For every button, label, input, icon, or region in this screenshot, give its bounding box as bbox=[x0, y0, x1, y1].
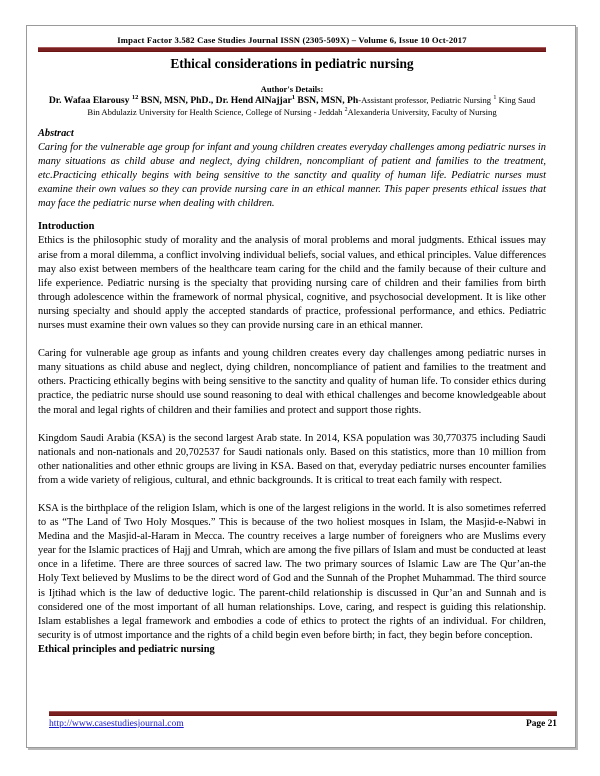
ethical-principles-heading: Ethical principles and pediatric nursing bbox=[38, 643, 215, 655]
author-role: -Assistant professor, Pediatric Nursing bbox=[358, 95, 494, 105]
introduction-paragraph-4: KSA is the birthplace of the religion Islam, which is one of the largest religions in the world. It is also sometimes referred to as “The Land of Two Holy Mosques.” This is because of the two holiest mosques in Islam, the Masjid-e-Nabwi in Medina and the Masjid-al-Haram in Mecca. The country receives a large number of foreigners who are Muslims every year for the Islamic practices of Hajj and Umrah, which are among the five pillars of Islam and must be conducted at least once in a lifetime. There are three sources of sacred law. The two primary sources of Islamic Law are The Qur’an-the Holy Text believed by Muslims to be the direct word of God and the Sunnah of the Prophet Muhammad. The third source is Ijtihad which is the law of deductive logic. The parent-child relationship is discussed in Qur’an and Sunnah and is considered one of the most important of all human relationships. Love, caring, and respect is guiding this relationship. Islam establishes a legal framework and embodies a code of ethics to protect the rights of an individual. For children, security is of utmost importance and the rights of a child begin even before birth; in fact, they begin before conception. bbox=[38, 502, 546, 641]
authors-heading: Author's Details: bbox=[260, 84, 324, 94]
document-page bbox=[26, 25, 576, 748]
page-number: Page 21 bbox=[526, 719, 557, 729]
running-head: Impact Factor 3.582 Case Studies Journal ISSN (2305-509X) – Volume 6, Issue 10 Oct-2017 bbox=[117, 35, 467, 45]
page-title: Ethical considerations in pediatric nursing bbox=[170, 56, 414, 71]
author-affil-marker-12: 12 bbox=[131, 93, 139, 101]
introduction-paragraph-2: Caring for vulnerable age group as infants and young children creates every day challenges among pediatric nurses in many situations as child abuse and neglect, dying children, noncompliance of patient and families to the treatment and others. Practicing ethically begins with being sensitive to the sanctity and quality of human life. To consider ethics during practice, the pediatric nurse should use sound reasoning to deal with ethical challenges and become knowledgeable about the moral and legal rights of children and their families and protect and support those rights. bbox=[38, 348, 546, 416]
authors-line-2 bbox=[38, 107, 546, 119]
authors-line-1 bbox=[38, 95, 546, 107]
affiliation-1: Bin Abdulaziz University for Health Science, College of Nursing - Jeddah bbox=[87, 106, 345, 117]
header-rule bbox=[38, 47, 546, 52]
page-content bbox=[38, 34, 557, 739]
footer-rule bbox=[49, 711, 557, 716]
affiliation-2: Alexanderia University, Faculty of Nursing bbox=[347, 106, 497, 117]
abstract-text: Caring for the vulnerable age group for infant and young children creates everyday challenges among pediatric nurses in many situations as child abuse and neglect, dying children, noncompliant of patient and families to the treatment, etc.Practicing ethically begins with being sensitive to the sanctity and quality of human life. Pediatric nurses must examine their own values so they can provide nursing care in an ethical manner. This paper presents ethical issues that may face the pediatric nurse when dealing with children. bbox=[38, 142, 546, 210]
author-degrees-1: BSN, MSN, PhD., Dr. Hend AlNajjar bbox=[138, 95, 292, 106]
affiliation-marker-2: 2 bbox=[344, 106, 348, 113]
introduction-paragraph-1: Ethics is the philosophic study of morality and the analysis of moral problems and moral judgments. Ethical issues may arise from a moral dilemma, a conflict involving individual beliefs, social values, and ethical principles. Value differences may also exist between members of the healthcare team caring for the child and the family because of their culture and life experience. Pediatric nursing is the specialty that providing nursing care of children and their families from birth through adolescence within the framework of normal physical, cognitive, and psychosocial development. It is like other nursing specialty and should apply the accepted standards of practice, professional performance, and ethics. Pediatric nurses must examine their own values so they can provide nursing care in an ethical manner. bbox=[38, 235, 546, 332]
authors-block bbox=[38, 84, 546, 118]
journal-website-link[interactable]: http://www.casestudiesjournal.com bbox=[49, 718, 184, 729]
footer-row bbox=[49, 718, 557, 729]
abstract-heading: Abstract bbox=[38, 128, 74, 139]
author-affil-marker-1b: 1 bbox=[493, 93, 497, 101]
author-name-1: Dr. Wafaa Elarousy bbox=[48, 95, 132, 106]
author-affil-marker-1: 1 bbox=[291, 93, 296, 101]
introduction-heading: Introduction bbox=[38, 221, 95, 233]
author-degrees-2: BSN, MSN, Ph bbox=[295, 95, 359, 106]
page-footer bbox=[49, 711, 557, 729]
author-institution-1: King Saud bbox=[496, 95, 536, 105]
introduction-paragraph-3: Kingdom Saudi Arabia (KSA) is the second largest Arab state. In 2014, KSA population was 30,770375 including Saudi nationals and non-nationals and 20,702537 for Saudi nationals only. Based on this statistics, more than 10 million from other nationalities and other ethnic groups are living in KSA. Based on that, everyday pediatric nurses encounter families from a wide variety of religious, cultural, and ethnic backgrounds. It is critical to treat each family with respect. bbox=[38, 432, 546, 486]
